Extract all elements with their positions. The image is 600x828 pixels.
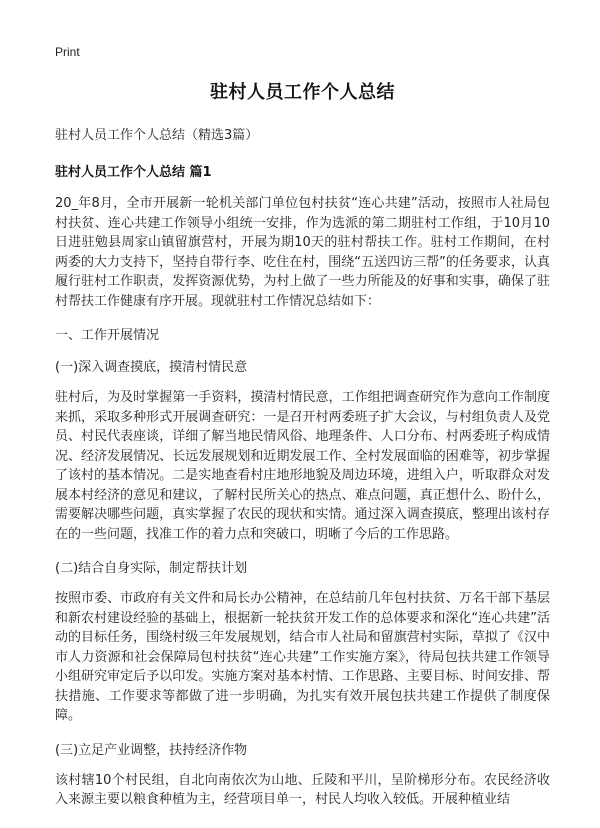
section-heading-work: 一、工作开展情况 xyxy=(55,328,160,343)
plan-paragraph: 按照市委、市政府有关文件和局长办公精神，在总结前几年包村扶贫、万名干部下基层和新农村建设经验的基础上，根据新一轮扶贫开发工作的总体要求和深化“连心共建”活动的目标任务，围绕村级三年发展规划，结合市人社局和留旗营村实际，草拟了《汉中市人力资源和社会保障局包村扶贫“连心共建”工作实施方案》，待局包扶共建工作领导小组研究审定后予以印发。实施方案对基本村情、工作思路、主要目标、时间安排、帮扶措施、工作要求等都做了进一步明确，为扎实有效开展包扶共建工作提供了制度保障。 xyxy=(55,591,550,723)
intro-paragraph: 20_年8月，全市开展新一轮机关部门单位包村扶贫“连心共建”活动，按照市人社局包村扶贫、连心共建工作领导小组统一安排，作为选派的第二期驻村工作组，于10月10日进驻勉县周家山镇留旗营村，开展为期10天的驻村帮扶工作。驻村工作期间，在村两委的大力支持下，坚持自带行李、吃住在村，围绕“五送四访三帮”的任务要求，认真履行驻村工作职责，发挥资源优势，为村上做了一些力所能及的好事和实事，确保了驻村帮扶工作健康有序开展。现就驻村工作情况总结如下： xyxy=(55,196,550,309)
article-heading: 驻村人员工作个人总结 篇1 xyxy=(55,165,212,180)
document-subtitle: 驻村人员工作个人总结（精选3篇） xyxy=(55,128,259,143)
industry-paragraph: 该村辖10个村民组，自北向南依次为山地、丘陵和平川，呈阶梯形分布。农民经济收入来源主要以粮食种植为主，经营项目单一，村民人均收入较低。开展种植业结 xyxy=(55,772,550,807)
document-page xyxy=(55,78,550,823)
print-link[interactable]: Print xyxy=(55,45,80,59)
subsection-heading-survey: (一)深入调查摸底，摸清村情民意 xyxy=(55,360,248,375)
subsection-heading-industry: (三)立足产业调整，扶持经济作物 xyxy=(55,742,248,758)
document-title: 驻村人员工作个人总结 xyxy=(210,82,395,103)
subsection-heading-plan: (二)结合自身实际，制定帮扶计划 xyxy=(55,561,248,576)
survey-paragraph: 驻村后，为及时掌握第一手资料，摸清村情民意，工作组把调查研究作为意向工作制度来抓，采取多种形式开展调查研究：一是召开村两委班子扩大会议，与村组负责人及党员、村民代表座谈，详细了解当地民情风俗、地理条件、人口分布、村两委班子构成情况、经济发展情况、长远发展规划和近期发展工作、全村发展面临的困难等，初步掌握了该村的基本情况。二是实地查看村庄地形地貌及周边环境，进组入户，听取群众对发展本村经济的意见和建议，了解村民所关心的热点、难点问题，真正想什么、盼什么，需要解决哪些问题，真实掌握了农民的现状和实情。通过深入调查摸底，整理出该村存在的一些问题，找准工作的着力点和突破口，明晰了今后的工作思路。 xyxy=(55,390,550,542)
